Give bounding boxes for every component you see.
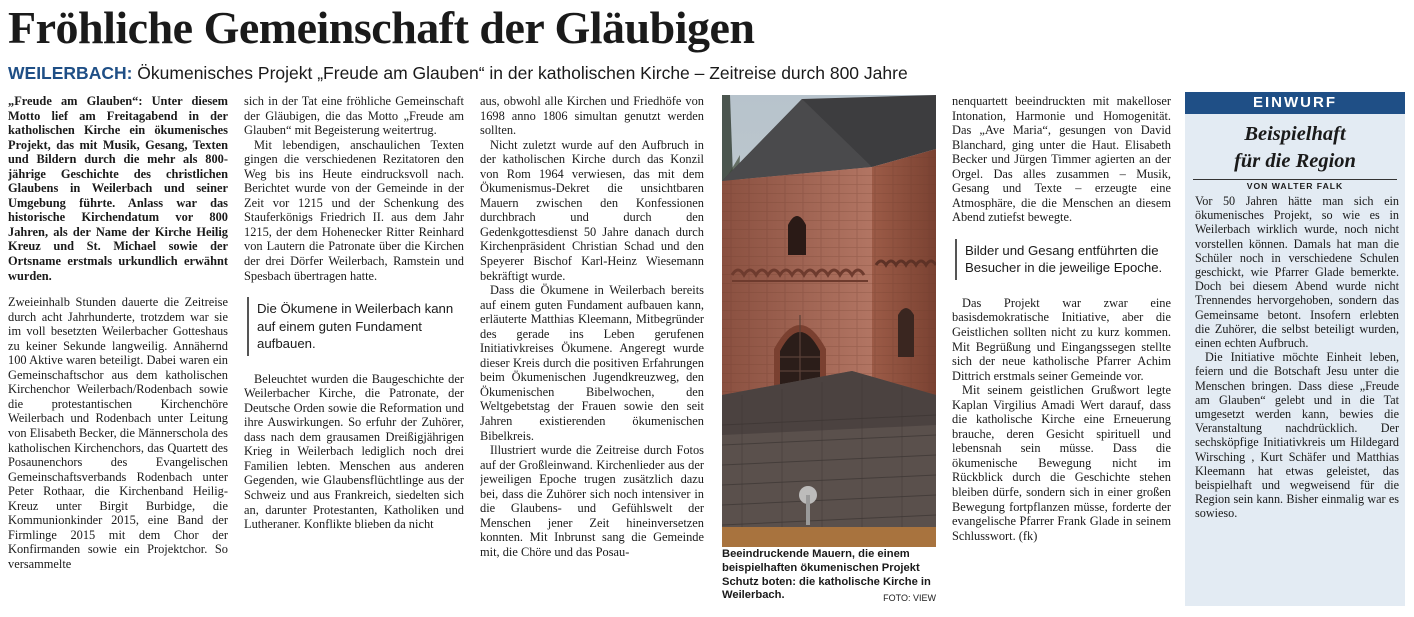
body-paragraph: aus, obwohl alle Kirchen und Friedhöfe von 1698 anno 1806 simultan genutzt werden sollten.: [480, 94, 704, 138]
article-column-2: [244, 94, 464, 614]
divider: [1193, 179, 1397, 180]
headline: Fröhliche Gemeinschaft der Gläubigen: [8, 2, 755, 53]
commentary-paragraph: Vor 50 Jahren hätte man sich ein ökumenisches Projekt, so wie es in Weilerbach wirklich wurde, noch nicht vorstellen können. Damals hat man die Schüler noch in verschiedene Schulen geschickt, wie Pfarrer Glade bemerkte. Doch bei diesem Abend wurde nicht Trennendes hervorgehoben, sondern das Gemeinsame betont. Insofern erlebten die Zuhörer, die selbst beteiligt wurden, einen echten Aufbruch.: [1195, 194, 1399, 351]
pull-quote: Die Ökumene in Weilerbach kann auf einem guten Fundament aufbauen.: [247, 297, 464, 356]
church-tower-illustration: [722, 95, 936, 547]
body-paragraph: Beleuchtet wurden die Baugeschichte der Weilerbacher Kirche, die Patronate, der Deutsche Orden sowie die Reformation und ihre Auswirkungen. So erfuhr der Zuhörer, dass nach dem grausamen Dreißigjährigen Krieg in Weilerbach lediglich noch drei Familien lebten. Menschen aus anderen Gegenden, wie Glaubensflüchtlinge aus der Schweiz und aus Frankreich, siedelten sich an, darunter Protestanten, Katholiken und Lutheraner. Konflikte blieben da nicht: [244, 371, 464, 532]
location-kicker: WEILERBACH:: [8, 63, 133, 83]
body-paragraph: Das Projekt war zwar eine basisdemokratische Initiative, aber die Geistlichen sollten nicht zu kurz kommen. Mit Begrüßung und Eingangssegen stellte sich der neue katholische Pfarrer Achim Dittrich erstmals seiner Gemeinde vor.: [952, 295, 1171, 383]
subheadline-text: Ökumenisches Projekt „Freude am Glauben“ in der katholischen Kirche – Zeitreise durch 800 Jahre: [132, 63, 908, 83]
einwurf-tag: EINWURF: [1185, 92, 1405, 114]
photo-credit: FOTO: VIEW: [883, 593, 936, 604]
body-paragraph: Illustriert wurde die Zeitreise durch Fotos auf der Großleinwand. Kirchenlieder aus der jeweiligen Epoche trugen zusätzlich dazu bei, dass die Zuhörer sich noch intensiver in die Glaubens- und Gefühlswelt der Menschen jener Zeit hineinversetzen konnten. Mit Inbrunst sang die Gemeinde mit, die Chöre und das Posau-: [480, 443, 704, 559]
photo-caption: [722, 548, 936, 606]
body-paragraph: nenquartett beeindruckten mit makelloser Intonation, Harmonie und Homogenität. Das „Ave Maria“, gesungen von David Blanchard, ging unter die Haut. Elisabeth Becker und Jürgen Timmer agierten an der Orgel. Das alles zusammen – Musik, Gesang und Texte – erzeugte eine Atmosphäre, die die Menschen an diesem Abend zutiefst bewegte.: [952, 94, 1171, 225]
article-column-1: [8, 94, 228, 614]
body-paragraph: Nicht zuletzt wurde auf den Aufbruch in der katholischen Kirche durch das Konzil von Rom 1964 verwiesen, das mit dem Ökumenismus-Dekret die unsichtbaren Mauern zwischen den Konfessionen durchbrach und durch den Gedenkgottesdienst 50 Jahre danach durch Kirchenpräsident Christian Schad und den Speyerer Bischof Karl-Heinz Wiesemann bekräftigt wurde.: [480, 137, 704, 283]
body-paragraph: Dass die Ökumene in Weilerbach bereits auf einem guten Fundament aufbauen kann, erläuterte Matthias Kleemann, Mitbegründer des gerade ins Leben gerufenen Initiativkreises Ökumene. Angeregt wurde dieser Kreis durch die positiven Erfahrungen beim Ökumenischen Jugendkreuzweg, den Ökumenischen Bibelwochen, den Weltgebetstag der Frauen sowie den seit Jahren existierenden ökumenischen Bibelkreis.: [480, 283, 704, 443]
body-paragraph: Zweieinhalb Stunden dauerte die Zeitreise durch acht Jahrhunderte, trotzdem war sie im voll besetzten Weilerbacher Gotteshaus zu keiner Sekunde langweilig. Annähernd 100 Aktive waren beteiligt. Dabei waren ein Gemeinschaftschor aus dem katholischen Kirchenchor Weilerbach/Rodenbach sowie die protestantischen Kirchenchöre Weilerbach und Rodenbach unter Leitung von Elisabeth Becker, die Männerschola des katholischen Kirchenchors, das Quartett des Posaunenchors des Evangelischen Gemeinschaftsverbands Rodenbach unter Peter Rothaar, die Kirchenband Heilig-Kreuz unter Birgit Burbidge, die Kommunionkinder 2015, eine Band der Firmlinge 2015 mit dem Chor der Konfirmanden sowie ein Projektchor. So versammelte: [8, 295, 228, 571]
article-column-5: [952, 94, 1171, 614]
article-column-3: [480, 94, 704, 614]
commentary-author: VON WALTER FALK: [1246, 181, 1344, 191]
body-paragraph: Mit lebendigen, anschaulichen Texten gingen die verschiedenen Rezitatoren den Weg bis ins Heute eindrucksvoll nach. Berichtet wurde von der Gemeinde in der Zeit vor 1215 und der Schenkung des Stauferkönigs Friedrich II. aus dem Jahr 1215, der dem Hohenecker Ritter Reinhard von Lautern die Patronate über die Kirchen der drei Dörfer Weilerbach, Ramstein und Spesbach übertragen hatte.: [244, 137, 464, 283]
caption-text: Beeindruckende Mauern, die einem beispielhaften ökumenischen Projekt Schutz boten: die katholische Kirche in Weilerbach.: [722, 548, 931, 602]
body-paragraph: sich in der Tat eine fröhliche Gemeinschaft der Gläubigen, die das Motto „Freude am Glauben“ mit Begeisterung weitertrug.: [244, 94, 464, 138]
commentary-title-line1: Beispielhaft: [1244, 123, 1346, 145]
pull-quote: Bilder und Gesang entführten die Besucher in die jeweilige Epoche.: [955, 239, 1171, 280]
body-paragraph: Mit seinem geistlichen Grußwort legte Kaplan Virgilius Amadi Wert darauf, dass die katholische Kirche eine Erneuerung brauche, deren Gesicht spirituell und lebensnah sein müsse. Dass die ökumenische Bewegung nicht im Rückblick durch die Geschichte stehen bleiben dürfe, sondern sich in einer großen Bewegung fortpflanzen müsse, forderte der evangelische Pfarrer Frank Glade in seinem Schlusswort. (fk): [952, 383, 1171, 543]
lead-paragraph: „Freude am Glauben“: Unter diesem Motto lief am Freitagabend in der katholischen Kirche ein ökumenisches Projekt, das mit Musik, Gesang, Texten und Bildern durch die mehr als 800-jährige Geschichte des christlichen Glaubens in Weilerbach und seiner Umgebung führte. Anlass war das historische Kirchendatum vor 800 Jahren, als der Name der Kirche Heilig Kreuz und St. Michael sowie der Ortsname erstmals urkundlich erwähnt wurden.: [8, 94, 228, 283]
commentary-text: [1185, 194, 1405, 521]
commentary-title-line2: für die Region: [1234, 150, 1356, 172]
commentary-paragraph: Die Initiative möchte Einheit leben, feiern und die Botschaft Jesu unter die Menschen bringen. Dass diese „Freude am Glauben“ gelebt und in die Tat umgesetzt werden kann, bewies die Veranstaltung nachdrücklich. Der sechsköpfige Initiativkreis um Hildegard Wirsching , Kurt Schäfer und Matthias Kleemann hat etwas geleistet, das beispielhaft und wegweisend für die Region sein kann. Bisher einmalig war es sowieso.: [1195, 350, 1399, 521]
commentary-title: [1185, 121, 1405, 175]
subheadline: [8, 62, 908, 84]
church-photo: [722, 95, 936, 547]
einwurf-commentary-box: [1185, 92, 1405, 606]
